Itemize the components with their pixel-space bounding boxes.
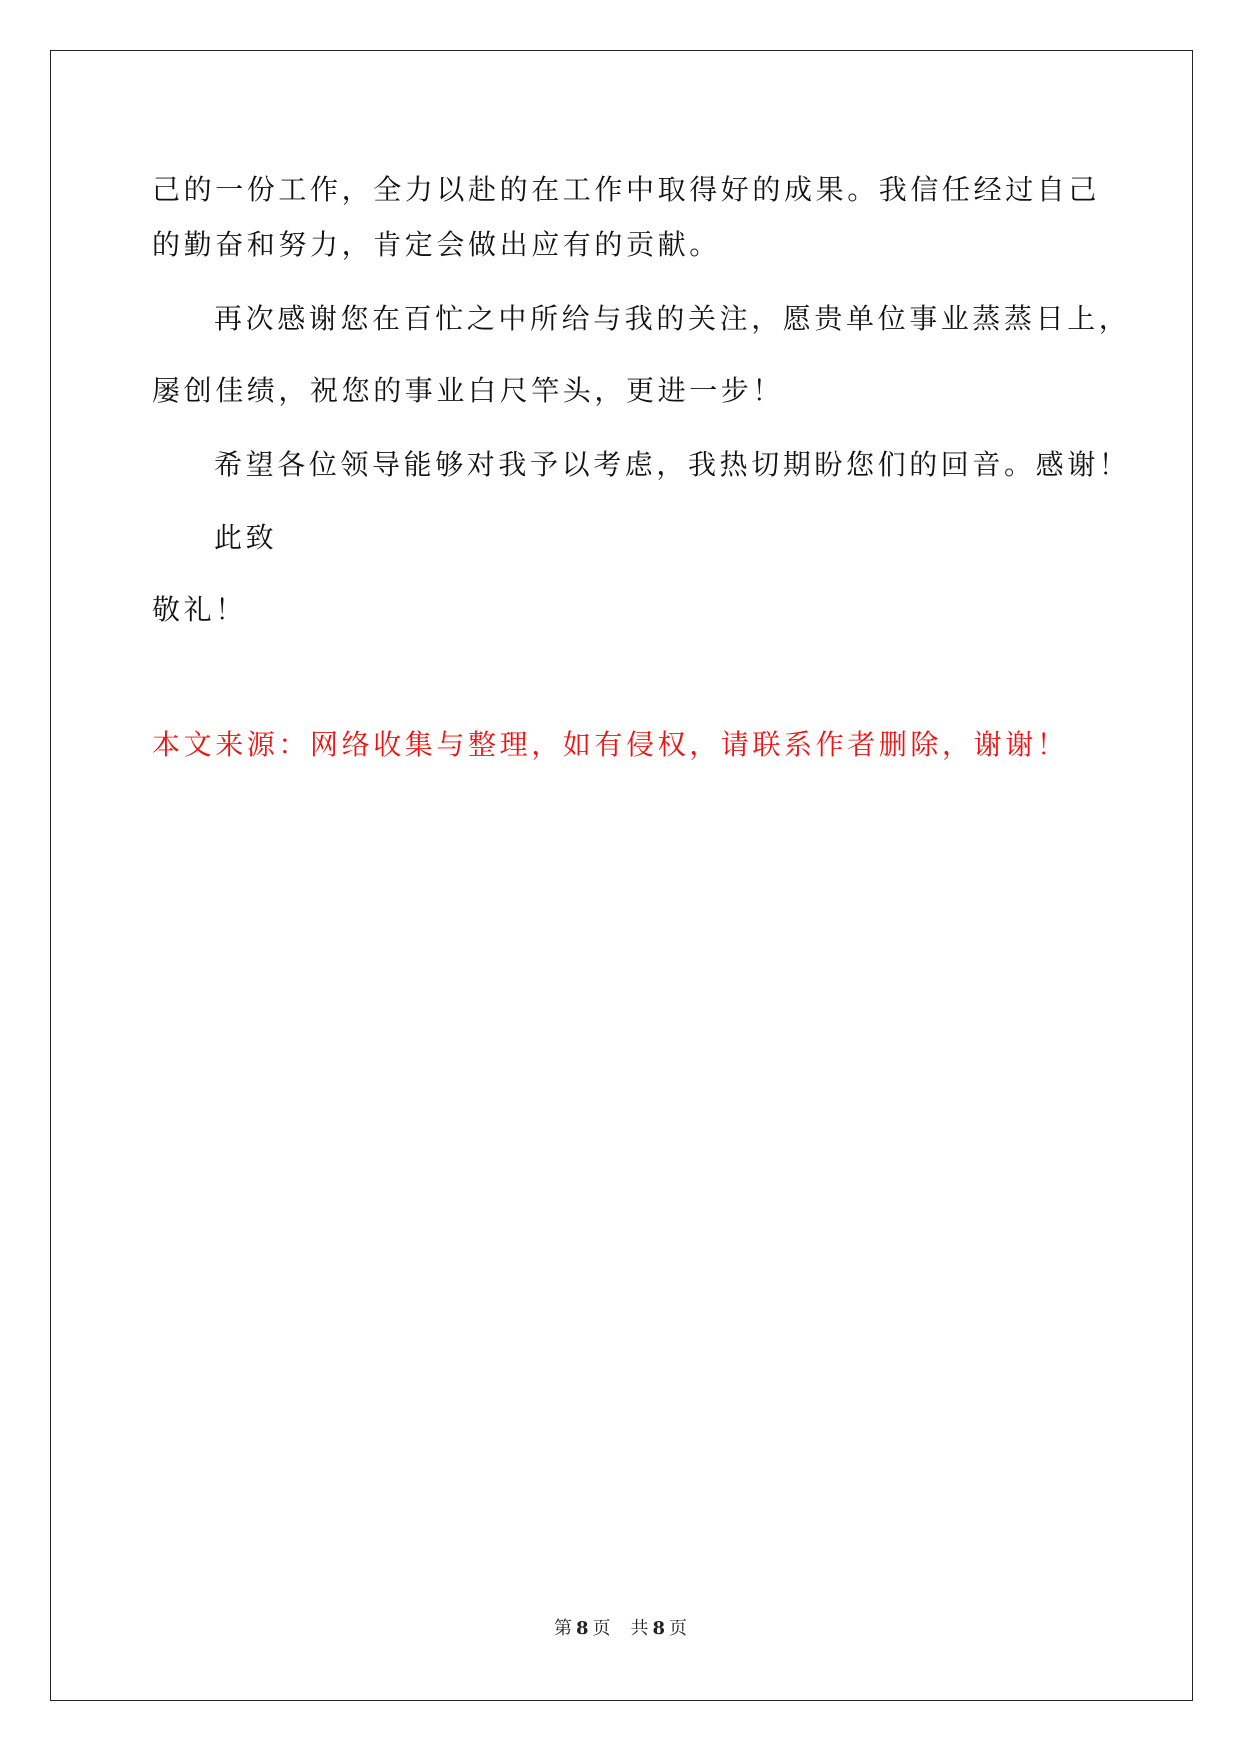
footer-total-pages: 8: [652, 1618, 666, 1639]
closing-salutation: 此致: [214, 521, 278, 554]
body-line-5: 希望各位领导能够对我予以考虑，我热切期盼您们的回音。感谢！: [214, 448, 1131, 481]
footer-page-number: 8: [575, 1618, 589, 1639]
source-notice: 本文来源：网络收集与整理，如有侵权，请联系作者删除，谢谢！: [152, 728, 1069, 761]
body-line-4: 屡创佳绩，祝您的事业白尺竿头，更进一步！: [152, 374, 785, 407]
body-line-3: 再次感谢您在百忙之中所给与我的关注，愿贵单位事业蒸蒸日上，: [214, 302, 1131, 335]
body-line-1: 己的一份工作，全力以赴的在工作中取得好的成果。我信任经过自己: [152, 173, 1101, 206]
page-border: [50, 50, 1193, 1701]
page-footer: [0, 1614, 1241, 1640]
footer-page-unit: 页: [592, 1618, 611, 1639]
body-line-2: 的勤奋和努力，肯定会做出应有的贡献。: [152, 228, 721, 261]
footer-prefix: 第: [553, 1618, 572, 1639]
footer-total-prefix: 共: [630, 1618, 649, 1639]
closing-regards: 敬礼！: [152, 593, 247, 626]
footer-total-unit: 页: [669, 1618, 688, 1639]
